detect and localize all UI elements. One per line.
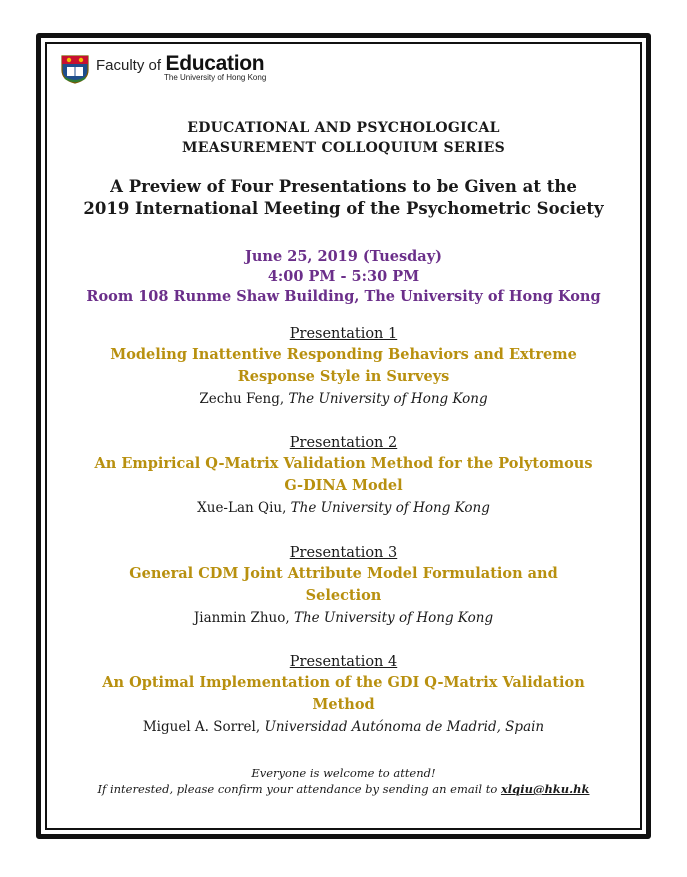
presentation-label: Presentation 4 (289, 654, 398, 670)
headline-line-2: 2019 International Meeting of the Psychometric Society (83, 199, 604, 218)
title-line-1: An Empirical Q-Matrix Validation Method for the Polytomous (94, 455, 593, 472)
author-name: Miguel A. Sorrel, (142, 719, 261, 735)
event-time: 4:00 PM - 5:30 PM (267, 268, 420, 285)
author-name: Zechu Feng, (199, 391, 285, 407)
logo-education-text: Education (165, 52, 265, 75)
title-line-2: Selection (305, 587, 382, 604)
author-affiliation: The University of Hong Kong (290, 500, 490, 516)
presentation-author (50, 389, 637, 409)
author-affiliation: The University of Hong Kong (293, 610, 494, 626)
footer-note (50, 765, 637, 797)
author-name: Xue-Lan Qiu, (197, 500, 287, 516)
confirm-sentence: If interested, please confirm your attendance by sending an email to (97, 782, 498, 796)
logo-faculty-text: Faculty of (96, 57, 162, 74)
title-line-1: An Optimal Implementation of the GDI Q-Matrix Validation (102, 674, 585, 691)
title-line-1: General CDM Joint Attribute Model Formulation and (129, 565, 558, 582)
presentation-2 (50, 433, 637, 518)
event-location: Room 108 Runme Shaw Building, The University of Hong Kong (86, 288, 601, 305)
presentation-title (50, 563, 637, 607)
presentation-author (50, 717, 637, 737)
headline-line-1: A Preview of Four Presentations to be Given at the (110, 177, 577, 196)
presentation-1 (50, 324, 637, 409)
presentation-author (50, 608, 637, 628)
university-crest-icon (60, 54, 90, 84)
presentation-label: Presentation 3 (289, 545, 398, 561)
series-line-1: EDUCATIONAL AND PSYCHOLOGICAL (187, 120, 500, 136)
email-link[interactable]: xlqiu@hku.hk (500, 782, 590, 796)
presentation-author (50, 498, 637, 518)
presentation-label: Presentation 1 (289, 326, 398, 342)
logo-university-text: The University of Hong Kong (164, 73, 267, 82)
welcome-text: Everyone is welcome to attend! (251, 766, 436, 780)
presentation-title (50, 453, 637, 497)
event-date: June 25, 2019 (Tuesday) (245, 248, 442, 265)
presentation-4 (50, 652, 637, 737)
title-line-2: Method (312, 696, 375, 713)
author-name: Jianmin Zhuo, (193, 610, 290, 626)
series-line-2: MEASUREMENT COLLOQUIUM SERIES (181, 140, 506, 156)
event-details (50, 247, 637, 307)
headline (50, 176, 637, 220)
presentation-label: Presentation 2 (289, 435, 398, 451)
title-line-2: G-DINA Model (284, 477, 403, 494)
author-affiliation: Universidad Autónoma de Madrid, Spain (264, 719, 545, 735)
series-heading (50, 118, 637, 158)
presentation-title (50, 344, 637, 388)
author-affiliation: The University of Hong Kong (288, 391, 488, 407)
presentation-3 (50, 543, 637, 628)
presentation-title (50, 672, 637, 716)
title-line-2: Response Style in Surveys (237, 368, 450, 385)
confirm-text (50, 781, 637, 797)
title-line-1: Modeling Inattentive Responding Behaviors and Extreme (110, 346, 577, 363)
